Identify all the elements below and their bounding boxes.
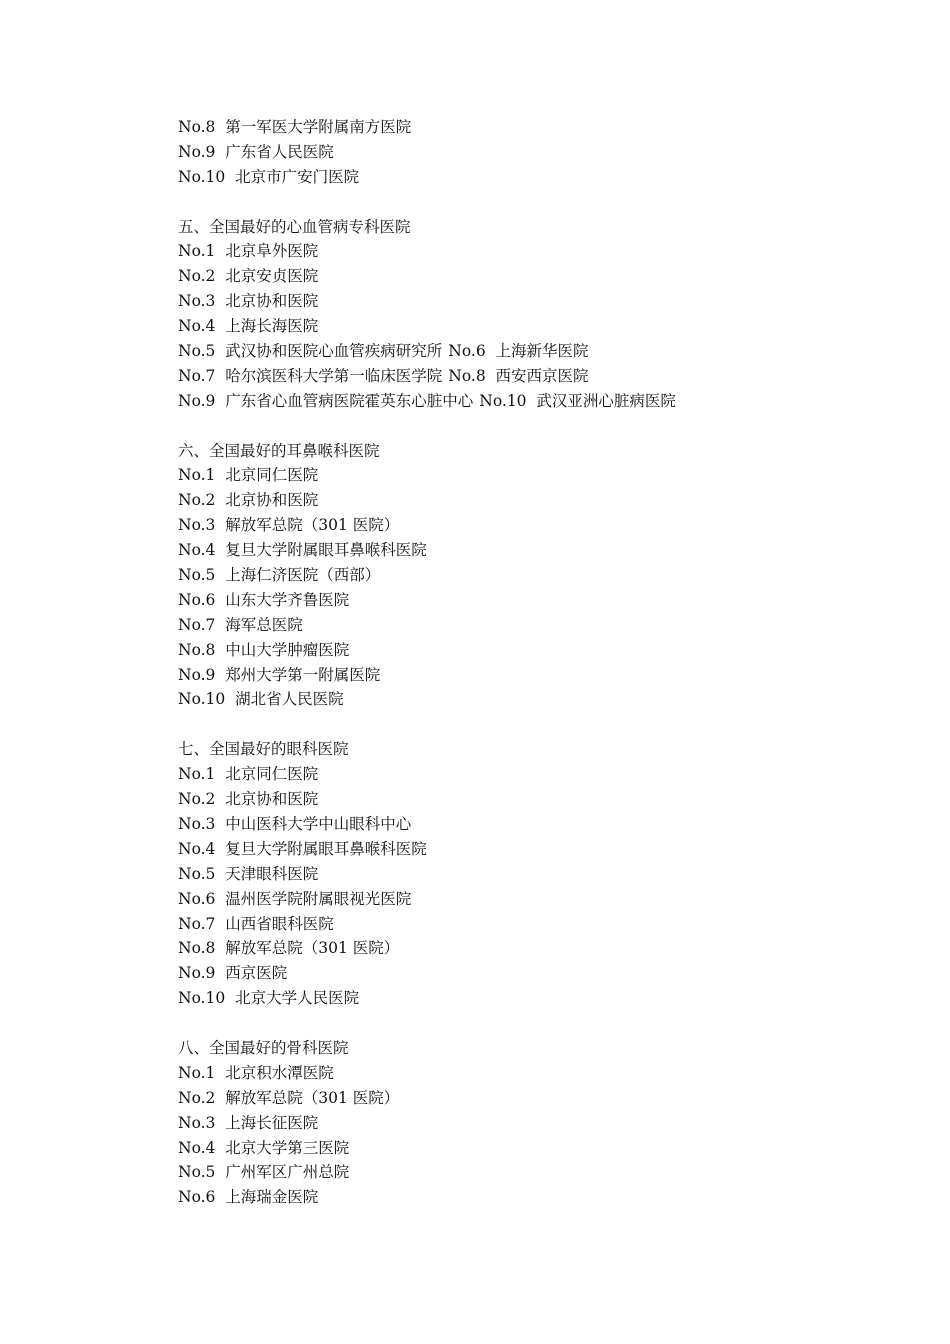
ranking-entry: No.3 上海长征医院 <box>178 1113 319 1132</box>
ranking-entry: No.8 中山大学肿瘤医院 <box>178 640 350 659</box>
list-item <box>178 115 918 140</box>
list-item <box>178 1061 918 1086</box>
section-heading: 七、全国最好的眼科医院 <box>178 740 349 759</box>
ranking-entry: No.5 武汉协和医院心血管疾病研究所 <box>178 342 443 361</box>
list-item <box>178 986 918 1011</box>
section-heading: 五、全国最好的心血管病专科医院 <box>178 217 411 236</box>
list-item <box>178 588 918 613</box>
ranking-entry: No.3 解放军总院（301 医院） <box>178 516 400 535</box>
ranking-entry: No.4 复旦大学附属眼耳鼻喉科医院 <box>178 839 427 858</box>
ranking-entry: No.6 上海新华医院 <box>448 342 589 361</box>
ranking-entry: No.3 中山医科大学中山眼科中心 <box>178 814 412 833</box>
list-item <box>178 563 918 588</box>
ranking-entry: No.4 上海长海医院 <box>178 317 319 336</box>
list-item <box>178 289 918 314</box>
list-item <box>178 961 918 986</box>
ranking-entry: No.5 天津眼科医院 <box>178 864 319 883</box>
ranking-entry: No.9 广东省心血管病医院霍英东心脏中心 <box>178 391 474 410</box>
list-item <box>178 837 918 862</box>
ranking-entry: No.2 北京安贞医院 <box>178 267 319 286</box>
ranking-entry: No.5 上海仁济医院（西部） <box>178 566 381 585</box>
list-item <box>178 140 918 165</box>
ranking-entry: No.9 西京医院 <box>178 964 288 983</box>
list-item <box>178 1136 918 1161</box>
ranking-entry: No.10 武汉亚洲心脏病医院 <box>479 391 676 410</box>
list-item <box>178 936 918 961</box>
list-item <box>178 638 918 663</box>
ranking-entry: No.10 湖北省人民医院 <box>178 690 344 709</box>
ranking-entry: No.8 解放军总院（301 医院） <box>178 939 400 958</box>
list-item <box>178 314 918 339</box>
list-item <box>178 389 918 414</box>
ranking-entry: No.6 山东大学齐鲁医院 <box>178 590 350 609</box>
ranking-entry: No.2 解放军总院（301 医院） <box>178 1088 400 1107</box>
ranking-entry: No.10 北京市广安门医院 <box>178 167 360 186</box>
ranking-entry: No.10 北京大学人民医院 <box>178 989 360 1008</box>
list-item <box>178 364 918 389</box>
list-item <box>178 762 918 787</box>
list-item <box>178 687 918 712</box>
ranking-entry: No.4 复旦大学附属眼耳鼻喉科医院 <box>178 541 427 560</box>
ranking-entry: No.5 广州军区广州总院 <box>178 1163 350 1182</box>
list-item <box>178 165 918 190</box>
section-spacer <box>178 190 918 215</box>
list-item <box>178 339 918 364</box>
ranking-entry: No.1 北京积水潭医院 <box>178 1063 334 1082</box>
list-item <box>178 862 918 887</box>
list-item <box>178 1086 918 1111</box>
list-item <box>178 812 918 837</box>
list-item <box>178 1185 918 1210</box>
ranking-entry: No.1 北京阜外医院 <box>178 242 319 261</box>
list-item <box>178 463 918 488</box>
section-spacer <box>178 1011 918 1036</box>
section-spacer <box>178 414 918 439</box>
ranking-entry: No.8 第一军医大学附属南方医院 <box>178 118 412 136</box>
ranking-entry: No.2 北京协和医院 <box>178 491 319 510</box>
list-item <box>178 912 918 937</box>
ranking-entry: No.9 郑州大学第一附属医院 <box>178 665 381 684</box>
list-item <box>178 488 918 513</box>
document-body <box>178 115 918 1210</box>
list-item <box>178 663 918 688</box>
list-item <box>178 264 918 289</box>
ranking-entry: No.3 北京协和医院 <box>178 292 319 311</box>
ranking-entry: No.6 上海瑞金医院 <box>178 1188 319 1207</box>
ranking-entry: No.2 北京协和医院 <box>178 790 319 809</box>
list-item <box>178 1111 918 1136</box>
ranking-entry: No.4 北京大学第三医院 <box>178 1138 350 1157</box>
ranking-entry: No.7 山西省眼科医院 <box>178 914 334 933</box>
ranking-entry: No.7 海军总医院 <box>178 615 303 634</box>
list-item <box>178 1160 918 1185</box>
list-item <box>178 887 918 912</box>
section-heading: 八、全国最好的骨科医院 <box>178 1038 349 1057</box>
ranking-entry: No.1 北京同仁医院 <box>178 765 319 784</box>
ranking-entry: No.9 广东省人民医院 <box>178 142 334 161</box>
section-spacer <box>178 712 918 737</box>
list-item <box>178 613 918 638</box>
list-item <box>178 513 918 538</box>
ranking-entry: No.6 温州医学院附属眼视光医院 <box>178 889 412 908</box>
ranking-entry: No.1 北京同仁医院 <box>178 466 319 485</box>
list-item <box>178 538 918 563</box>
list-item <box>178 239 918 264</box>
list-item <box>178 787 918 812</box>
ranking-entry: No.7 哈尔滨医科大学第一临床医学院 <box>178 366 443 385</box>
section-heading: 六、全国最好的耳鼻喉科医院 <box>178 441 380 460</box>
ranking-entry: No.8 西安西京医院 <box>448 366 589 385</box>
